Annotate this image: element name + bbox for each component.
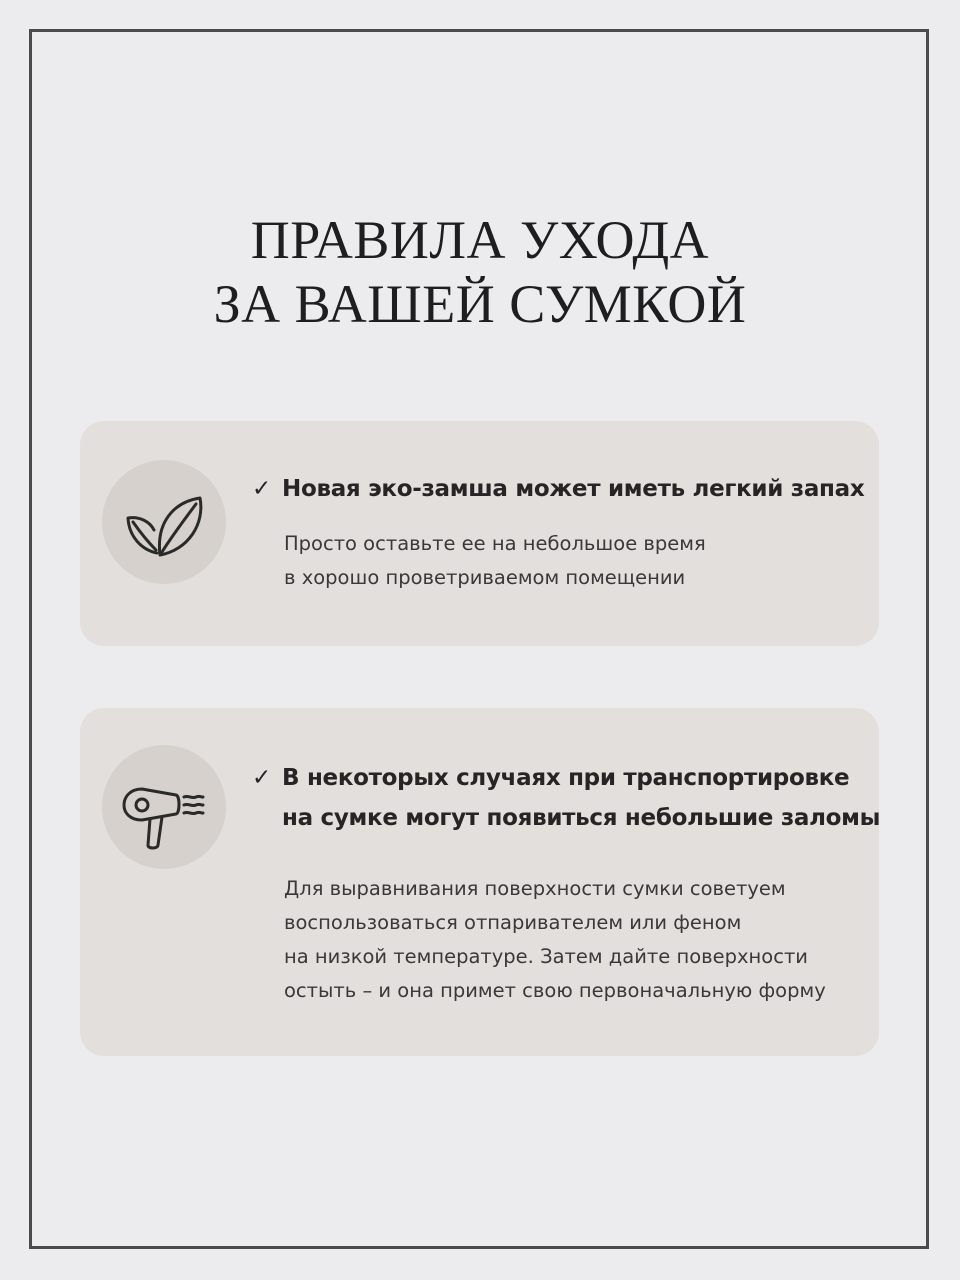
title-line-2: ЗА ВАШЕЙ СУМКОЙ <box>213 274 747 334</box>
care-card-smell <box>80 421 879 646</box>
page-title <box>0 208 960 336</box>
heading-line-1: Новая эко-замша может иметь легкий запах <box>282 476 865 502</box>
heading-line-1: В некоторых случаях при транспортировке <box>282 765 850 791</box>
text-line-2: в хорошо проветриваемом помещении <box>284 566 686 589</box>
title-line-1: ПРАВИЛА УХОДА <box>250 210 710 270</box>
hair-dryer-icon <box>102 745 226 869</box>
text-line-4: остыть – и она примет свою первоначальную форму <box>284 979 826 1002</box>
text-line-3: на низкой температуре. Затем дайте поверхности <box>284 945 808 968</box>
heading-line-2: на сумке могут появиться небольшие заломы <box>282 805 881 831</box>
text-line-2: воспользоваться отпаривателем или феном <box>284 911 742 934</box>
care-card-creases <box>80 708 879 1056</box>
card-text <box>284 527 706 595</box>
card-text <box>284 872 826 1008</box>
card-heading <box>252 469 864 509</box>
text-line-1: Просто оставьте ее на небольшое время <box>284 532 706 555</box>
text-line-1: Для выравнивания поверхности сумки советуем <box>284 877 786 900</box>
leaf-icon <box>102 460 226 584</box>
check-icon: ✓ <box>252 765 271 791</box>
check-icon: ✓ <box>252 476 271 502</box>
card-heading <box>252 758 880 838</box>
